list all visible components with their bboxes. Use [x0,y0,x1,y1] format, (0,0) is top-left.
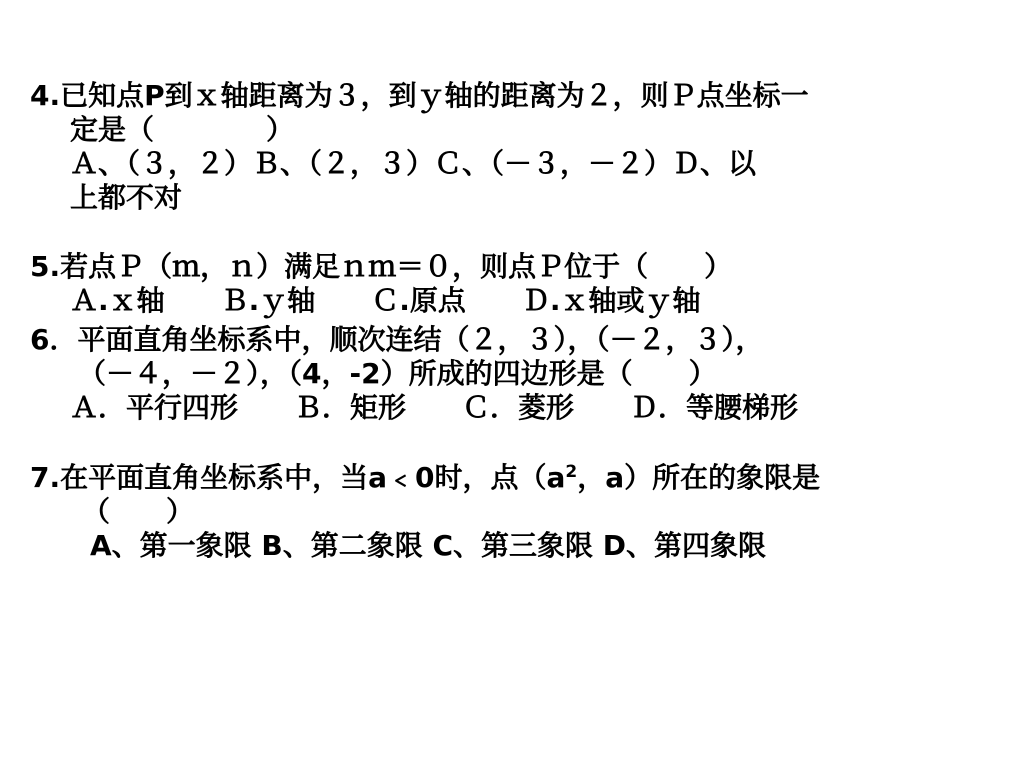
question-6-line-2: （－４，－２），（4，-2）所成的四边形是（ ） [78,357,717,390]
question-7-line-1 [30,461,820,495]
question-6-line-1: 6．平面直角坐标系中，顺次连结（２，３），（－２，３）， [30,323,764,356]
question-4-options-line-2: 上都不对 [70,181,183,214]
question-4-line-2: 定是（ ） [70,113,295,146]
question-7-line-2: （ ） [82,495,195,528]
question-5-options: Ａ.ｘ轴 Ｂ.ｙ轴 Ｃ.原点 Ｄ.ｘ轴或ｙ轴 [70,284,701,317]
question-5-line-1: 5.若点Ｐ（ｍ，ｎ）满足ｎｍ＝０，则点Ｐ位于（ ） [30,250,733,283]
question-4-line-1: 4.已知点P到ｘ轴距离为３，到ｙ轴的距离为２，则Ｐ点坐标一 [30,79,809,112]
question-7-text-before: 7.在平面直角坐标系中，当a﹤0时，点（a [30,461,566,494]
question-6-options: Ａ．平行四形 Ｂ．矩形 Ｃ．菱形 Ｄ．等腰梯形 [70,391,799,424]
question-7-text-after: ，a）所在的象限是 [577,461,821,494]
question-4-options-line-1: Ａ、（３，２）Ｂ、（２，３）Ｃ、（－３，－２）Ｄ、以 [70,147,757,180]
question-7-options: A、第一象限 B、第二象限 C、第三象限 D、第四象限 [90,529,767,562]
question-7-superscript: 2 [565,462,578,482]
